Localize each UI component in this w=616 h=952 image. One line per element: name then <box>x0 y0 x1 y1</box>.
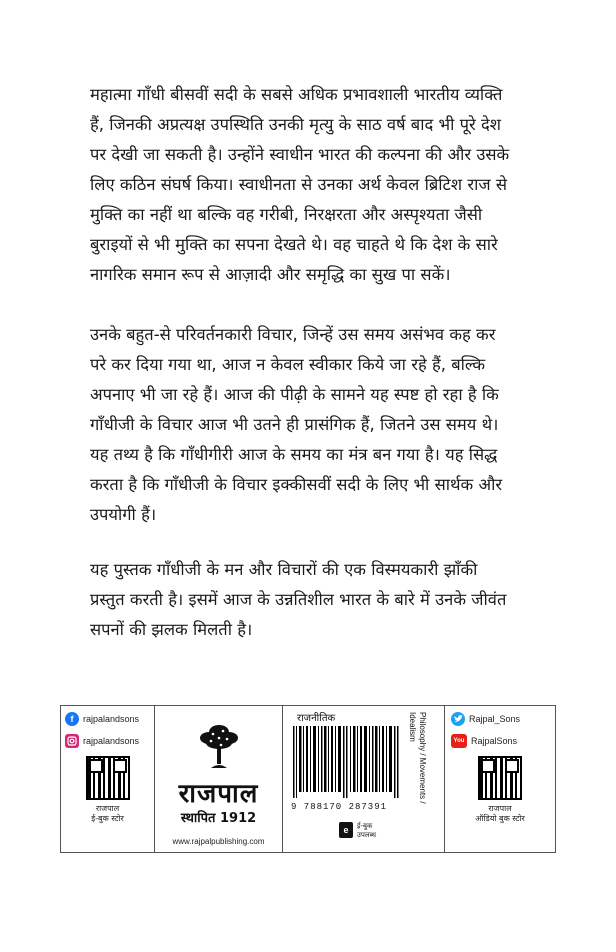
ebook-icon: e <box>339 822 353 838</box>
subject-line: Idealism <box>408 712 417 742</box>
facebook-icon: f <box>65 712 79 726</box>
qr-caption <box>451 804 549 824</box>
website-link[interactable]: www.rajpalpublishing.com <box>172 837 265 846</box>
qr-caption-line: ऑडियो बुक स्टोर <box>475 814 525 823</box>
ebook-line: उपलब्ध <box>357 831 377 839</box>
instagram-icon <box>65 734 79 748</box>
footer-left-panel <box>61 706 155 852</box>
twitter-row[interactable] <box>451 712 549 726</box>
publisher-logo-panel <box>155 706 283 852</box>
description-paragraph-2 <box>90 320 550 530</box>
instagram-row[interactable] <box>65 734 150 748</box>
publisher-footer <box>60 705 556 853</box>
isbn-number: 9 788170 287391 <box>291 802 388 812</box>
text-line: नागरिक समान रूप से आज़ादी और समृद्धि का सुख पा सकें। <box>90 265 451 284</box>
text-line: महात्मा गाँधी बीसवीं सदी के सबसे अधिक प्रभावशाली भारतीय व्यक्ति <box>90 85 503 104</box>
text-line: सपनों की झलक मिलती है। <box>90 620 253 639</box>
ebook-available-label <box>357 822 376 840</box>
footer-right-panel <box>445 706 555 852</box>
text-line: हैं, जिनकी अप्रत्यक्ष उपस्थिति उनकी मृत्यु के साठ वर्ष बाद भी पूरे देश <box>90 115 501 134</box>
category-label: राजनीतिक <box>297 713 336 724</box>
text-line: परे कर दिया गया था, आज न केवल स्वीकार किये जा रहे हैं, बल्कि <box>90 355 486 374</box>
description-paragraph-1 <box>90 80 550 290</box>
text-line: उपयोगी हैं। <box>90 505 157 524</box>
youtube-handle: RajpalSons <box>471 736 518 746</box>
facebook-row[interactable] <box>65 712 150 726</box>
instagram-handle: rajpalandsons <box>83 736 140 746</box>
ebook-store-qr-code[interactable] <box>86 756 130 800</box>
subject-line: Philosophy / Movements / <box>418 712 427 804</box>
text-line: मुक्ति का नहीं था बल्कि वह गरीबी, निरक्षरता और अस्पृश्यता जैसी <box>90 205 483 224</box>
qr-caption <box>65 804 150 824</box>
text-line: यह पुस्तक गाँधीजी के मन और विचारों की एक विस्मयकारी झाँकी <box>90 560 478 579</box>
text-line: करता है कि गाँधीजी के विचार इक्कीसवीं सदी के लिए भी सार्थक और <box>90 475 503 494</box>
tree-logo-icon <box>197 722 241 770</box>
audiobook-store-qr-code[interactable] <box>478 756 522 800</box>
qr-caption-line: राजपाल <box>488 804 512 813</box>
twitter-handle: Rajpal_Sons <box>469 714 521 724</box>
qr-caption-line: राजपाल <box>95 804 120 813</box>
text-line: लिए कठिन संघर्ष किया। स्वाधीनता से उनका अर्थ केवल ब्रिटिश राज से <box>90 175 507 194</box>
text-line: अपनाए भी जा रहे हैं। आज की पीढ़ी के सामने यह स्पष्ट हो रहा है कि <box>90 385 499 404</box>
publisher-logo-text: राजपाल <box>178 779 259 809</box>
facebook-handle: rajpalandsons <box>83 714 140 724</box>
qr-caption-line: ई-बुक स्टोर <box>91 814 124 823</box>
text-line: प्रस्तुत करती है। इसमें आज के उन्नतिशील भारत के बारे में उनके जीवंत <box>90 590 507 609</box>
twitter-icon <box>451 712 465 726</box>
isbn-barcode <box>293 726 401 798</box>
established-year: स्थापित 1912 <box>180 811 257 826</box>
text-line: पर देखी जा सकती है। उन्होंने स्वाधीन भारत की कल्पना की और उसके <box>90 145 510 164</box>
ebook-line: ई-बुक <box>357 822 373 830</box>
text-line: गाँधीजी के विचार आज भी उतने ही प्रासंगिक हैं, जितने उस समय थे। <box>90 415 499 434</box>
description-paragraph-3 <box>90 555 550 645</box>
youtube-icon: You <box>451 734 467 748</box>
subject-classification <box>407 712 427 804</box>
text-line: बुराइयों से भी मुक्ति का सपना देखते थे। वह चाहते थे कि देश के सारे <box>90 235 498 254</box>
barcode-panel <box>283 706 445 852</box>
youtube-row[interactable] <box>451 734 549 748</box>
text-line: उनके बहुत-से परिवर्तनकारी विचार, जिन्हें उस समय असंभव कह कर <box>90 325 496 344</box>
text-line: यह तथ्य है कि गाँधीगीरी आज के समय का मंत्र बन गया है। यह सिद्ध <box>90 445 498 464</box>
